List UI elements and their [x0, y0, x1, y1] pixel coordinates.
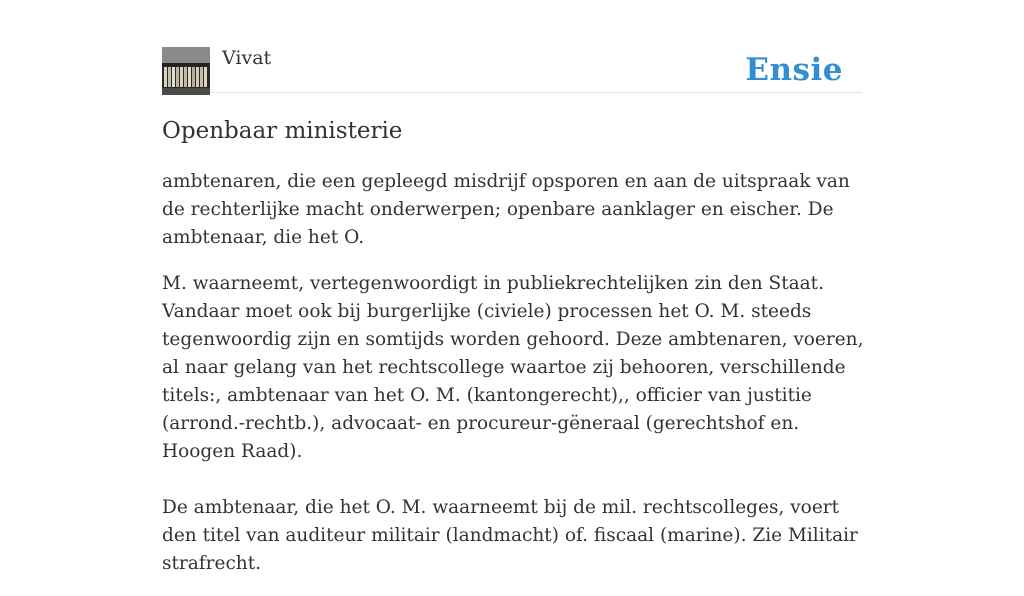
paragraph: De ambtenaar, die het O. M. waarneemt bij de mil. rechtscolleges, voert den titel van auditeur militair (landmacht) of. fiscaal (marine). Zie Militair strafrecht.: [162, 497, 858, 574]
paragraph: ambtenaren, die een gepleegd misdrijf opsporen en aan de uitspraak van de rechterlijke macht onderwerpen; openbare aanklager en eischer. De ambtenaar, die het O.: [162, 171, 850, 248]
paragraph: M. waarneemt, vertegenwoordigt in publiekrechtelijken zin den Staat. Vandaar moet ook bij burgerlijke (civiele) processen het O. M. steeds tegenwoordig zijn en somtijds worden gehoord. Deze ambtenaren, voeren, al naar gelang van het rechtscollege waartoe zij behooren, verschillende titels:, ambtenaar van het O. M. (kantongerecht),, officier van justitie (arrond.-rechtb.), advocaat- en procureur-gëneraal (gerechtshof en. Hoogen Raad).: [162, 273, 864, 462]
article-body: [162, 168, 864, 596]
page-header: [162, 46, 862, 93]
bookshelf-icon: [162, 47, 210, 95]
avatar[interactable]: [162, 47, 210, 95]
author-name[interactable]: Vivat: [222, 47, 272, 69]
brand-logo[interactable]: Ensie: [745, 52, 843, 88]
page-title: Openbaar ministerie: [162, 118, 403, 144]
